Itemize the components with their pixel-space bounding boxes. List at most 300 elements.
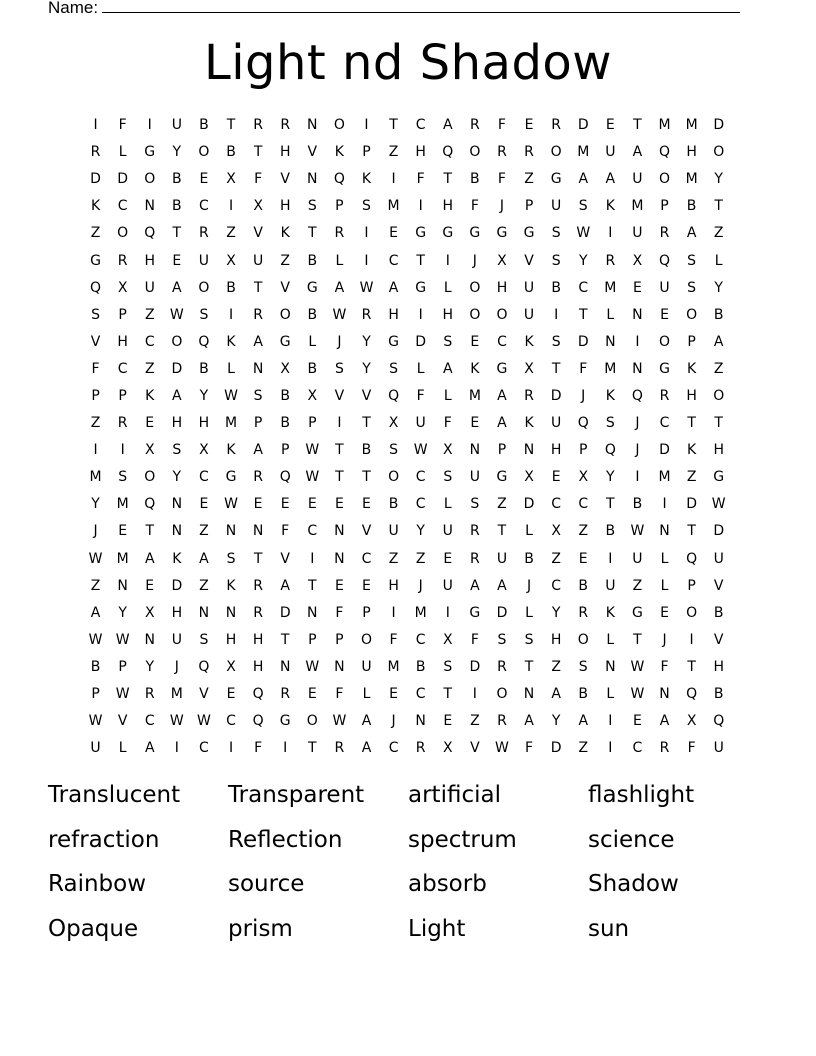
grid-letter: U bbox=[659, 279, 670, 296]
grid-letter: B bbox=[713, 604, 724, 621]
grid-letter: H bbox=[252, 631, 264, 648]
grid-letter: Z bbox=[686, 469, 697, 486]
grid-letter: I bbox=[418, 306, 423, 323]
grid-letter: J bbox=[93, 523, 98, 540]
grid-letter: Q bbox=[388, 387, 400, 404]
grid-letter: F bbox=[416, 387, 425, 404]
grid-letter: I bbox=[147, 117, 152, 134]
grid-letter: N bbox=[307, 604, 318, 621]
grid-letter: U bbox=[442, 577, 453, 594]
grid-letter: R bbox=[253, 306, 263, 323]
grid-letter: G bbox=[388, 333, 399, 350]
grid-letter: O bbox=[713, 387, 725, 404]
grid-letter: B bbox=[226, 144, 236, 161]
grid-letter: X bbox=[307, 387, 318, 404]
grid-letter: S bbox=[91, 306, 100, 323]
grid-letter: J bbox=[174, 658, 179, 675]
grid-letter: A bbox=[199, 550, 209, 567]
grid-letter: F bbox=[470, 198, 479, 215]
grid-row bbox=[82, 383, 734, 410]
grid-letter: I bbox=[554, 306, 559, 323]
grid-letter: E bbox=[145, 577, 155, 594]
grid-letter: L bbox=[308, 333, 317, 350]
grid-letter: S bbox=[443, 333, 453, 350]
grid-letter: K bbox=[226, 442, 236, 459]
grid-letter: L bbox=[660, 577, 669, 594]
grid-letter: G bbox=[631, 604, 643, 621]
grid-row bbox=[82, 735, 734, 762]
grid-letter: U bbox=[605, 144, 616, 161]
grid-letter: V bbox=[713, 631, 724, 648]
grid-letter: E bbox=[578, 550, 588, 567]
grid-letter: M bbox=[468, 387, 481, 404]
grid-letter: W bbox=[115, 631, 130, 648]
grid-letter: T bbox=[633, 631, 642, 648]
grid-letter: V bbox=[280, 279, 290, 296]
grid-letter: Z bbox=[388, 144, 399, 161]
grid-letter: U bbox=[523, 279, 535, 296]
grid-letter: R bbox=[524, 144, 534, 161]
grid-letter: B bbox=[524, 550, 534, 567]
grid-letter: R bbox=[578, 604, 589, 621]
grid-letter: T bbox=[443, 171, 453, 188]
grid-letter: H bbox=[713, 658, 724, 675]
grid-letter: I bbox=[472, 686, 477, 703]
grid-letter: S bbox=[443, 658, 453, 675]
grid-letter: S bbox=[199, 306, 209, 323]
grid-letter: N bbox=[334, 550, 345, 567]
grid-letter: N bbox=[307, 117, 318, 134]
grid-letter: T bbox=[308, 577, 317, 594]
grid-letter: M bbox=[89, 469, 102, 486]
grid-letter: G bbox=[496, 469, 508, 486]
grid-letter: B bbox=[226, 279, 236, 296]
grid-letter: E bbox=[470, 333, 480, 350]
grid-letter: W bbox=[711, 496, 726, 513]
grid-letter: E bbox=[470, 415, 480, 432]
grid-letter: Z bbox=[199, 523, 209, 540]
grid-letter: O bbox=[659, 333, 671, 350]
grid-letter: B bbox=[415, 658, 426, 675]
grid-letter: O bbox=[469, 144, 481, 161]
grid-letter: A bbox=[578, 713, 589, 730]
grid-letter: O bbox=[198, 144, 210, 161]
grid-letter: A bbox=[172, 279, 182, 296]
grid-letter: I bbox=[635, 469, 640, 486]
grid-letter: B bbox=[172, 171, 182, 188]
grid-letter: U bbox=[361, 658, 372, 675]
grid-letter: H bbox=[225, 631, 237, 648]
grid-letter: M bbox=[685, 117, 698, 134]
grid-letter: M bbox=[387, 658, 400, 675]
grid-letter: Z bbox=[388, 550, 399, 567]
grid-letter: Q bbox=[144, 225, 156, 242]
grid-letter: A bbox=[659, 713, 670, 730]
grid-letter: K bbox=[334, 144, 344, 161]
grid-letter: N bbox=[415, 713, 426, 730]
grid-letter: Z bbox=[144, 360, 155, 377]
grid-letter: H bbox=[117, 333, 128, 350]
grid-letter: I bbox=[635, 333, 640, 350]
grid-letter: A bbox=[497, 387, 507, 404]
grid-row bbox=[82, 681, 734, 708]
grid-letter: W bbox=[305, 469, 320, 486]
grid-letter: M bbox=[224, 415, 238, 432]
word-bank-item: Rainbow bbox=[48, 871, 147, 897]
grid-letter: L bbox=[606, 686, 615, 703]
grid-letter: J bbox=[391, 713, 396, 730]
grid-letter: T bbox=[687, 658, 696, 675]
grid-letter: L bbox=[416, 360, 425, 377]
grid-letter: E bbox=[226, 686, 236, 703]
grid-letter: K bbox=[361, 171, 372, 188]
grid-letter: J bbox=[499, 198, 505, 215]
grid-letter: A bbox=[144, 740, 155, 757]
grid-letter: V bbox=[524, 252, 534, 269]
grid-letter: D bbox=[713, 523, 725, 540]
grid-letter: U bbox=[713, 740, 724, 757]
grid-letter: H bbox=[279, 144, 291, 161]
grid-letter: X bbox=[199, 442, 209, 459]
grid-letter: M bbox=[658, 469, 671, 486]
grid-letter: R bbox=[605, 252, 616, 269]
grid-letter: L bbox=[525, 523, 533, 540]
grid-letter: S bbox=[362, 198, 371, 215]
grid-row bbox=[82, 139, 734, 166]
grid-letter: R bbox=[280, 117, 291, 134]
grid-letter: T bbox=[253, 279, 263, 296]
grid-letter: S bbox=[551, 333, 561, 350]
grid-letter: U bbox=[171, 117, 182, 134]
grid-letter: N bbox=[469, 442, 481, 459]
grid-letter: L bbox=[362, 686, 371, 703]
grid-letter: O bbox=[171, 333, 183, 350]
grid-letter: O bbox=[469, 306, 481, 323]
word-bank-item: absorb bbox=[408, 871, 487, 897]
grid-letter: V bbox=[334, 387, 345, 404]
grid-letter: V bbox=[280, 171, 290, 188]
grid-letter: J bbox=[418, 577, 423, 594]
grid-letter: Z bbox=[524, 171, 534, 188]
grid-row bbox=[82, 220, 734, 247]
grid-letter: D bbox=[577, 333, 589, 350]
grid-letter: I bbox=[364, 117, 369, 134]
grid-letter: E bbox=[443, 713, 453, 730]
grid-letter: Q bbox=[90, 279, 102, 296]
grid-letter: M bbox=[685, 171, 698, 188]
grid-letter: Z bbox=[470, 713, 480, 730]
grid-letter: S bbox=[551, 225, 561, 242]
grid-letter: U bbox=[469, 469, 480, 486]
grid-letter: Q bbox=[198, 658, 210, 675]
grid-letter: C bbox=[578, 279, 589, 296]
grid-row bbox=[82, 518, 734, 545]
grid-letter: N bbox=[117, 577, 128, 594]
grid-letter: E bbox=[199, 496, 209, 513]
grid-letter: J bbox=[635, 442, 640, 459]
grid-letter: Z bbox=[144, 306, 155, 323]
grid-letter: L bbox=[606, 631, 615, 648]
grid-letter: Z bbox=[713, 225, 724, 242]
grid-letter: H bbox=[550, 631, 562, 648]
grid-letter: O bbox=[388, 469, 400, 486]
grid-letter: F bbox=[335, 604, 344, 621]
grid-letter: Q bbox=[604, 442, 616, 459]
grid-letter: P bbox=[253, 415, 263, 432]
grid-letter: Y bbox=[551, 713, 561, 730]
grid-letter: R bbox=[90, 144, 101, 161]
grid-letter: I bbox=[689, 631, 694, 648]
grid-letter: U bbox=[605, 577, 616, 594]
grid-letter: Y bbox=[145, 658, 155, 675]
word-bank-item: Reflection bbox=[228, 826, 343, 853]
grid-letter: U bbox=[90, 740, 101, 757]
grid-letter: U bbox=[442, 523, 453, 540]
grid-letter: H bbox=[279, 198, 291, 215]
grid-letter: W bbox=[630, 658, 645, 675]
grid-letter: G bbox=[144, 144, 156, 161]
grid-letter: Z bbox=[578, 523, 589, 540]
grid-letter: E bbox=[605, 117, 615, 134]
grid-letter: L bbox=[443, 496, 452, 513]
grid-letter: L bbox=[443, 279, 452, 296]
grid-letter: D bbox=[171, 360, 183, 377]
grid-letter: Q bbox=[333, 171, 345, 188]
grid-letter: G bbox=[523, 225, 535, 242]
grid-letter: E bbox=[524, 117, 534, 134]
grid-row bbox=[82, 654, 734, 681]
grid-letter: H bbox=[171, 415, 183, 432]
grid-letter: A bbox=[172, 387, 182, 404]
grid-letter: C bbox=[415, 686, 426, 703]
grid-letter: Q bbox=[144, 496, 156, 513]
grid-row bbox=[82, 708, 734, 735]
grid-letter: H bbox=[198, 415, 210, 432]
grid-letter: C bbox=[659, 415, 670, 432]
grid-letter: I bbox=[337, 415, 342, 432]
grid-letter: N bbox=[605, 333, 616, 350]
grid-letter: H bbox=[686, 144, 697, 161]
grid-letter: C bbox=[144, 713, 155, 730]
grid-letter: G bbox=[469, 225, 481, 242]
page-title: Light nd Shadow bbox=[203, 35, 613, 91]
grid-letter: E bbox=[632, 713, 642, 730]
grid-letter: T bbox=[687, 415, 696, 432]
grid-letter: D bbox=[686, 496, 697, 513]
grid-letter: K bbox=[524, 333, 534, 350]
grid-letter: H bbox=[550, 442, 562, 459]
grid-letter: M bbox=[387, 198, 400, 215]
grid-letter: G bbox=[279, 713, 291, 730]
grid-letter: X bbox=[226, 171, 236, 188]
grid-letter: T bbox=[551, 360, 561, 377]
grid-letter: E bbox=[389, 225, 398, 242]
grid-letter: C bbox=[388, 252, 399, 269]
grid-letter: U bbox=[523, 306, 535, 323]
grid-letter: G bbox=[306, 279, 318, 296]
grid-letter: S bbox=[199, 631, 209, 648]
grid-letter: F bbox=[335, 686, 344, 703]
grid-letter: F bbox=[470, 631, 479, 648]
grid-letter: W bbox=[224, 496, 238, 513]
grid-letter: G bbox=[225, 469, 237, 486]
grid-letter: Q bbox=[198, 333, 210, 350]
grid-letter: M bbox=[604, 279, 617, 296]
grid-letter: J bbox=[526, 577, 532, 594]
grid-letter: I bbox=[608, 550, 613, 567]
grid-letter: V bbox=[90, 333, 101, 350]
grid-letter: C bbox=[199, 740, 209, 757]
name-underline[interactable] bbox=[102, 0, 740, 13]
grid-letter: O bbox=[496, 306, 508, 323]
grid-letter: P bbox=[335, 631, 344, 648]
grid-row bbox=[82, 247, 734, 274]
grid-letter: B bbox=[361, 442, 372, 459]
grid-letter: C bbox=[415, 631, 426, 648]
word-bank bbox=[48, 776, 768, 954]
grid-letter: B bbox=[307, 306, 318, 323]
grid-letter: Y bbox=[551, 604, 561, 621]
grid-letter: S bbox=[307, 198, 317, 215]
grid-letter: X bbox=[524, 469, 534, 486]
grid-letter: J bbox=[662, 631, 667, 648]
grid-letter: I bbox=[93, 117, 98, 134]
grid-letter: R bbox=[415, 740, 426, 757]
grid-letter: Y bbox=[578, 252, 588, 269]
grid-letter: W bbox=[495, 740, 509, 757]
grid-letter: U bbox=[144, 279, 155, 296]
grid-letter: S bbox=[687, 279, 697, 296]
grid-row bbox=[82, 112, 734, 139]
grid-letter: Z bbox=[632, 577, 643, 594]
grid-letter: O bbox=[713, 144, 725, 161]
grid-letter: N bbox=[225, 604, 237, 621]
grid-letter: O bbox=[198, 279, 210, 296]
grid-letter: U bbox=[632, 550, 643, 567]
grid-letter: T bbox=[172, 225, 182, 242]
grid-letter: K bbox=[172, 550, 182, 567]
grid-letter: P bbox=[579, 442, 588, 459]
grid-letter: U bbox=[496, 550, 508, 567]
grid-letter: I bbox=[445, 604, 450, 621]
grid-letter: B bbox=[280, 415, 290, 432]
grid-letter: L bbox=[660, 550, 669, 567]
grid-letter: T bbox=[335, 469, 344, 486]
grid-letter: P bbox=[308, 415, 317, 432]
grid-letter: E bbox=[660, 604, 669, 621]
grid-letter: B bbox=[578, 577, 589, 594]
grid-letter: K bbox=[226, 333, 236, 350]
grid-letter: R bbox=[524, 387, 534, 404]
grid-letter: K bbox=[90, 198, 101, 215]
grid-letter: F bbox=[254, 740, 263, 757]
grid-letter: A bbox=[144, 550, 155, 567]
grid-letter: I bbox=[120, 442, 125, 459]
grid-letter: M bbox=[116, 496, 129, 513]
grid-letter: H bbox=[252, 658, 264, 675]
grid-letter: I bbox=[391, 604, 396, 621]
grid-letter: B bbox=[199, 360, 209, 377]
name-field[interactable] bbox=[48, 0, 740, 18]
grid-letter: C bbox=[551, 577, 562, 594]
grid-letter: K bbox=[687, 360, 697, 377]
grid-letter: U bbox=[713, 550, 724, 567]
name-label: Name: bbox=[48, 0, 99, 17]
grid-letter: S bbox=[172, 442, 182, 459]
grid-letter: A bbox=[551, 686, 561, 703]
grid-letter: R bbox=[253, 469, 263, 486]
grid-letter: Z bbox=[415, 550, 426, 567]
grid-letter: Y bbox=[714, 279, 723, 296]
grid-letter: I bbox=[662, 496, 667, 513]
grid-letter: Q bbox=[442, 144, 454, 161]
grid-letter: H bbox=[442, 198, 454, 215]
grid-letter: E bbox=[362, 577, 371, 594]
word-bank-item: prism bbox=[228, 915, 293, 942]
grid-letter: H bbox=[415, 144, 426, 161]
grid-letter: D bbox=[90, 171, 101, 188]
grid-letter: X bbox=[442, 442, 453, 459]
grid-letter: C bbox=[361, 550, 372, 567]
grid-letter: F bbox=[389, 631, 398, 648]
grid-letter: T bbox=[335, 442, 344, 459]
grid-letter: W bbox=[630, 523, 645, 540]
grid-letter: E bbox=[307, 496, 317, 513]
grid-letter: C bbox=[117, 198, 128, 215]
grid-letter: E bbox=[253, 496, 263, 513]
grid-letter: C bbox=[144, 333, 155, 350]
grid-letter: A bbox=[497, 577, 507, 594]
grid-letter: K bbox=[605, 198, 615, 215]
grid-letter: B bbox=[90, 658, 101, 675]
grid-letter: I bbox=[364, 252, 369, 269]
grid-letter: K bbox=[605, 604, 615, 621]
grid-letter: M bbox=[604, 360, 617, 377]
grid-letter: W bbox=[305, 658, 320, 675]
grid-letter: Z bbox=[280, 252, 290, 269]
grid-letter: S bbox=[389, 442, 399, 459]
grid-letter: C bbox=[199, 469, 209, 486]
grid-letter: Y bbox=[172, 469, 182, 486]
grid-letter: R bbox=[253, 117, 263, 134]
grid-letter: E bbox=[632, 279, 642, 296]
grid-letter: W bbox=[224, 387, 238, 404]
grid-letter: G bbox=[279, 333, 291, 350]
grid-letter: R bbox=[659, 387, 670, 404]
grid-letter: Z bbox=[713, 360, 724, 377]
grid-letter: A bbox=[361, 713, 372, 730]
grid-letter: X bbox=[388, 415, 399, 432]
grid-letter: D bbox=[550, 740, 562, 757]
grid-letter: W bbox=[576, 225, 591, 242]
grid-letter: T bbox=[226, 117, 236, 134]
grid-letter: P bbox=[118, 658, 127, 675]
grid-letter: I bbox=[93, 442, 98, 459]
grid-letter: B bbox=[470, 171, 480, 188]
grid-letter: S bbox=[118, 469, 128, 486]
grid-letter: P bbox=[308, 631, 317, 648]
grid-row bbox=[82, 302, 734, 329]
grid-letter: T bbox=[253, 144, 263, 161]
grid-letter: T bbox=[687, 523, 696, 540]
grid-letter: A bbox=[524, 713, 534, 730]
grid-letter: K bbox=[687, 442, 697, 459]
word-bank-item: Translucent bbox=[48, 782, 181, 808]
grid-letter: E bbox=[145, 415, 155, 432]
grid-letter: Z bbox=[90, 225, 101, 242]
grid-letter: X bbox=[144, 604, 155, 621]
grid-letter: N bbox=[252, 360, 264, 377]
